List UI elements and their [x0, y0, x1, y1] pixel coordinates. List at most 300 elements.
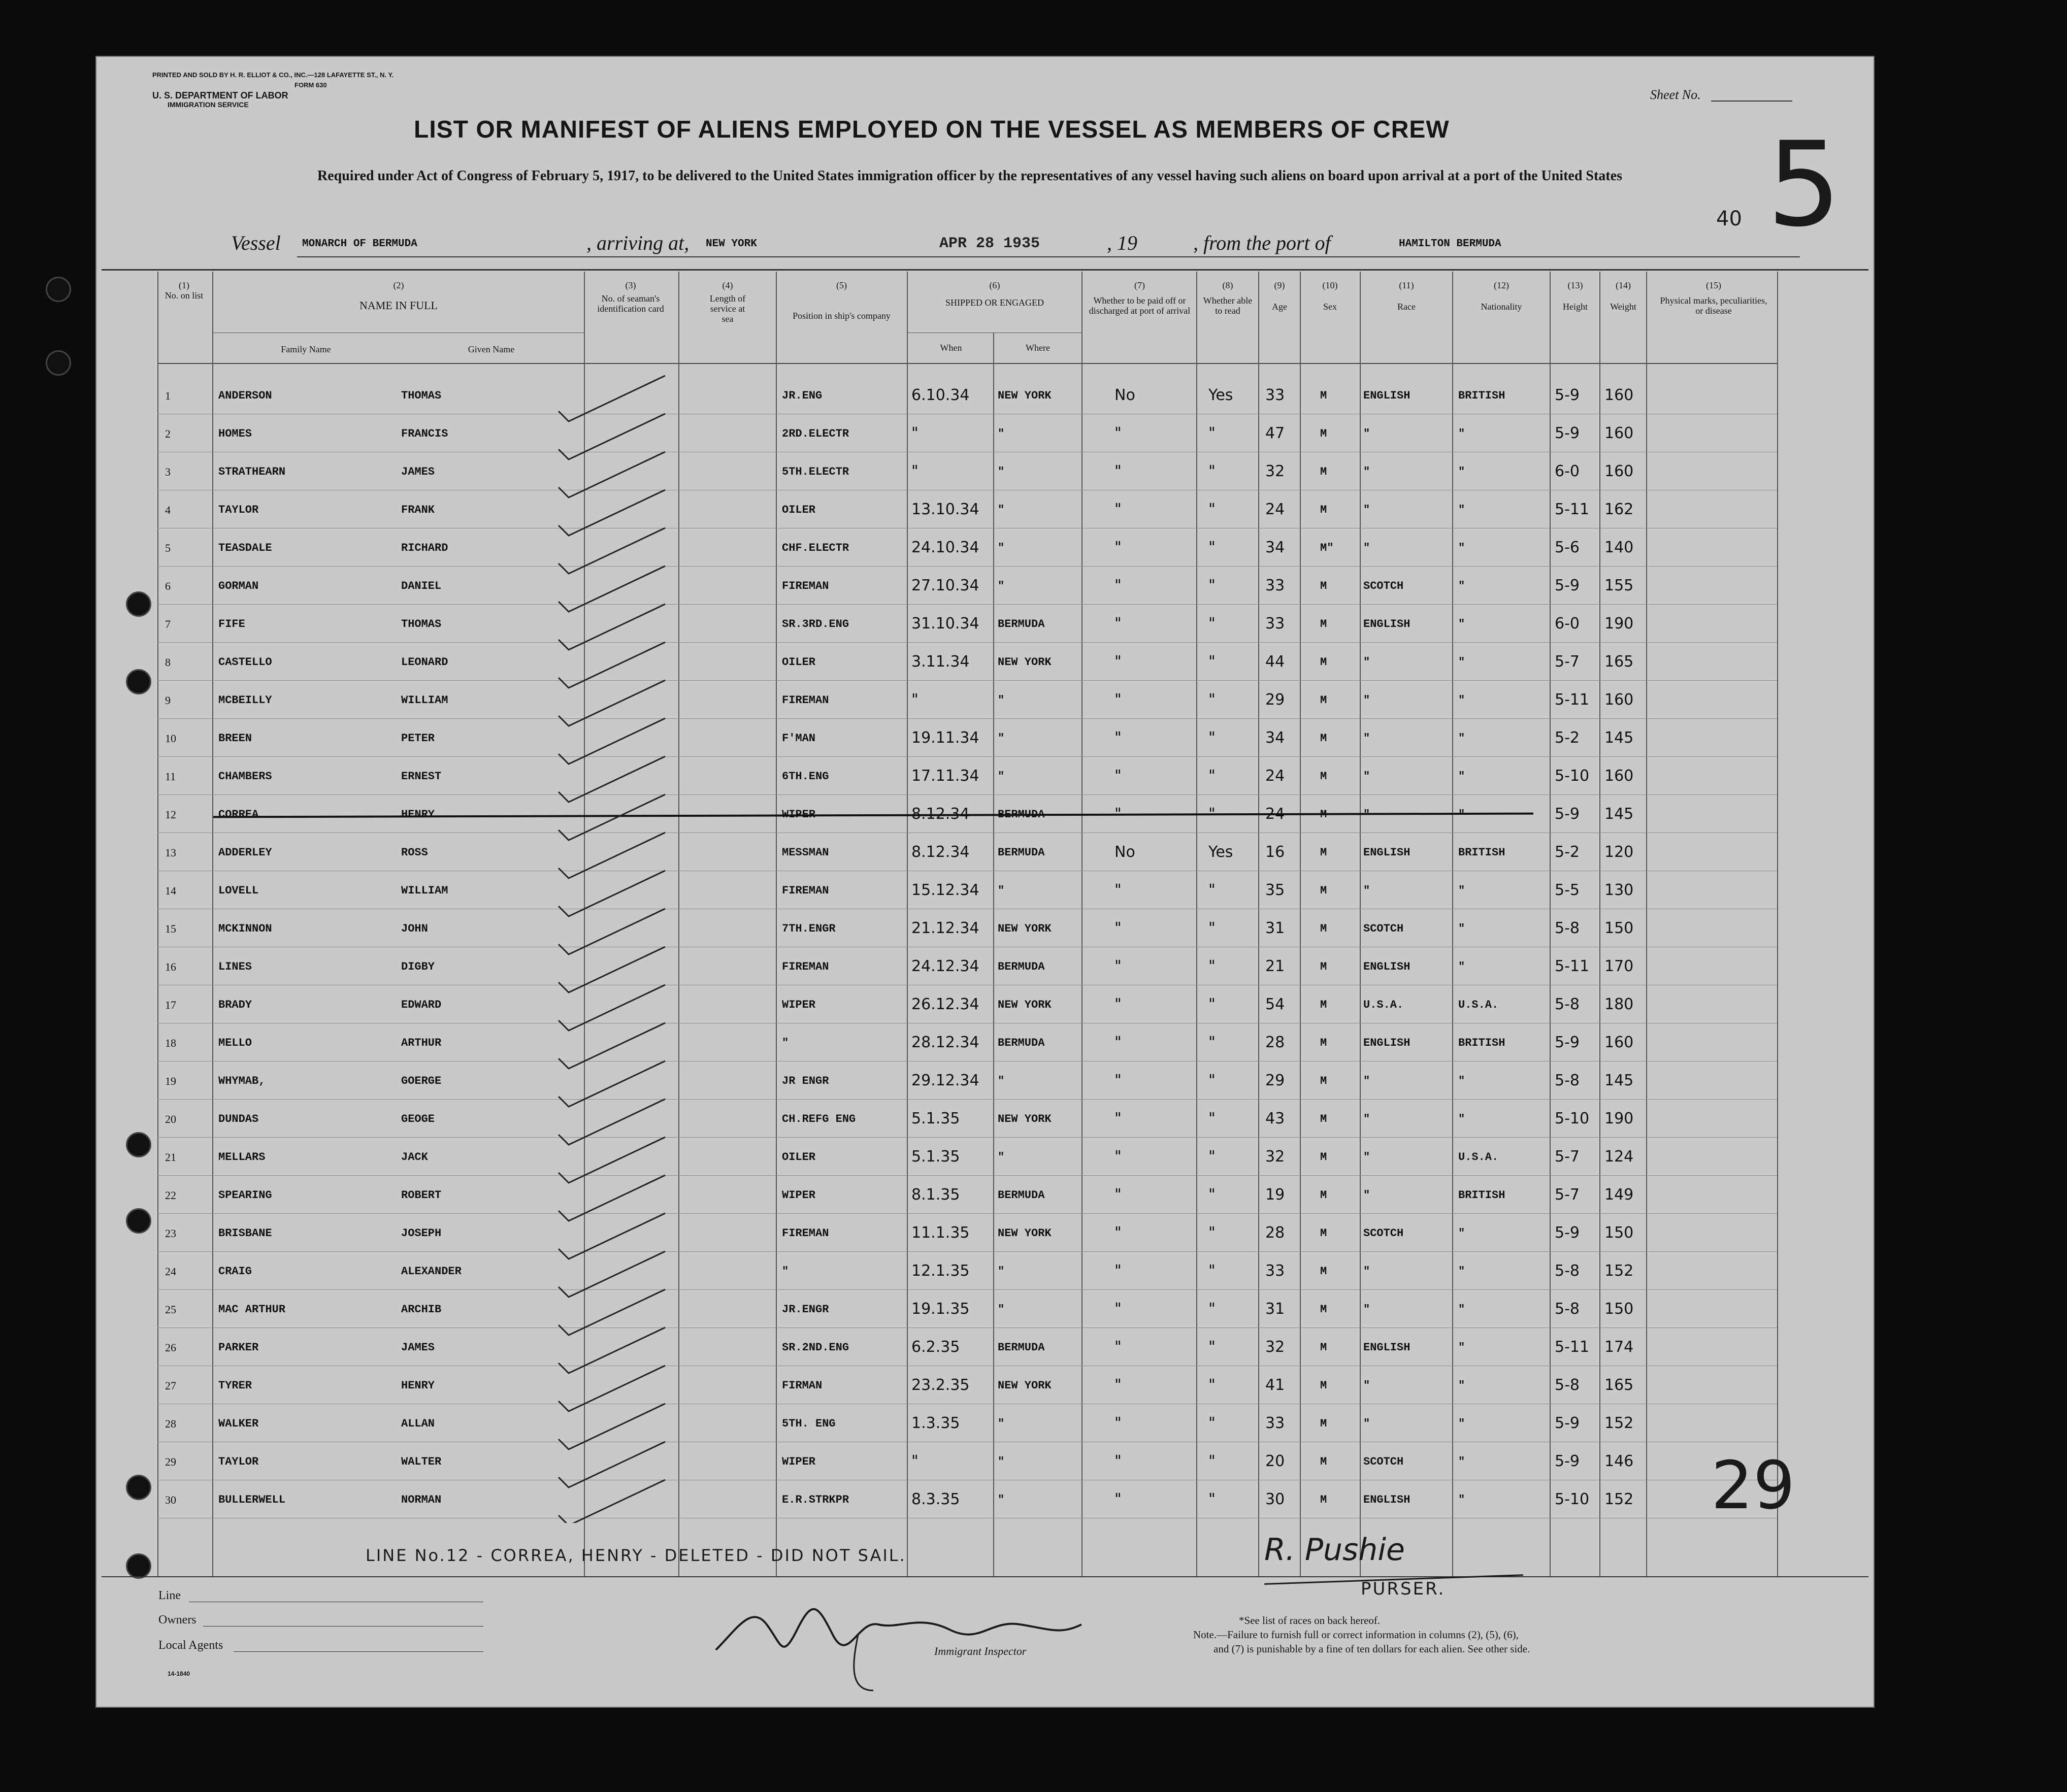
nationality: ": [1458, 1494, 1465, 1506]
race: ": [1363, 770, 1370, 783]
shipped-when: 1.3.35: [911, 1414, 960, 1432]
shipped-where: BERMUDA: [998, 846, 1045, 859]
weight: 130: [1604, 881, 1634, 899]
height: 5-8: [1555, 1376, 1580, 1394]
weight: 150: [1604, 1224, 1634, 1242]
arrival-date-stamp: APR 28 1935: [939, 235, 1040, 252]
row-number: 15: [165, 922, 176, 935]
paid-off: ": [1114, 539, 1122, 556]
given-name: PETER: [401, 732, 435, 745]
paid-off: ": [1114, 1148, 1122, 1166]
given-name: ERNEST: [401, 770, 442, 783]
binder-hole: [126, 1132, 151, 1157]
shipped-when: 8.12.34: [911, 805, 970, 823]
race: SCOTCH: [1363, 1455, 1404, 1468]
sex: M: [1320, 1417, 1327, 1430]
age: 16: [1265, 843, 1285, 861]
able-to-read: ": [1208, 577, 1216, 594]
id-card-checkmark: [559, 1213, 665, 1259]
race: ": [1363, 542, 1370, 554]
position: FIREMAN: [782, 580, 829, 592]
col-5-header: (5) Position in ship's company: [793, 280, 891, 321]
height: 5-10: [1555, 1490, 1590, 1508]
row-number: 6: [165, 580, 171, 592]
family-name: BRISBANE: [218, 1227, 272, 1240]
weight: 174: [1604, 1338, 1634, 1356]
family-name: CASTELLO: [218, 656, 272, 669]
page-count-hand: 40: [1716, 207, 1742, 230]
sex: M": [1320, 542, 1334, 554]
shipped-when: 27.10.34: [911, 577, 979, 594]
given-name: ROBERT: [401, 1189, 442, 1202]
row-rule: [157, 604, 1777, 605]
given-name: JAMES: [401, 466, 435, 478]
shipped-when: ": [911, 691, 918, 709]
shipped-when: 8.3.35: [911, 1490, 960, 1508]
family-name: MCBEILLY: [218, 694, 272, 707]
position: OILER: [782, 656, 816, 669]
id-card-checkmark: [559, 414, 665, 459]
given-name: ROSS: [401, 846, 428, 859]
form-code: 14-1840: [168, 1670, 190, 1677]
line-label: Line: [158, 1589, 181, 1602]
sex: M: [1320, 389, 1327, 402]
able-to-read: ": [1208, 767, 1216, 785]
paid-off: No: [1114, 843, 1135, 861]
row-number: 23: [165, 1227, 176, 1240]
nationality: ": [1458, 1303, 1465, 1316]
id-card-checkmark: [559, 756, 665, 802]
able-to-read: ": [1208, 1224, 1216, 1242]
family-name: TEASDALE: [218, 542, 272, 554]
id-card-checkmark: [559, 1442, 665, 1487]
race: SCOTCH: [1363, 1227, 1404, 1240]
shipped-when: 11.1.35: [911, 1224, 970, 1242]
age: 35: [1265, 881, 1285, 899]
able-to-read: ": [1208, 1376, 1216, 1394]
id-card-checkmark: [559, 1366, 665, 1411]
shipped-where: ": [998, 466, 1005, 478]
height: 5-6: [1555, 539, 1580, 556]
height: 5-11: [1555, 957, 1590, 975]
row-number: 3: [165, 466, 171, 478]
position: OILER: [782, 1151, 816, 1164]
nationality: ": [1458, 542, 1465, 554]
height: 5-10: [1555, 1110, 1590, 1127]
height: 5-7: [1555, 1148, 1580, 1166]
shipped-when: 24.10.34: [911, 539, 979, 556]
weight: 146: [1604, 1452, 1634, 1470]
given-name: ARCHIB: [401, 1303, 442, 1316]
col-6-when-subheader: When: [940, 343, 962, 353]
col-9-header: (9) Age: [1272, 280, 1287, 312]
race: ": [1363, 427, 1370, 440]
age: 31: [1265, 1300, 1285, 1318]
paid-off: ": [1114, 805, 1122, 823]
paid-off: ": [1114, 691, 1122, 709]
family-name: MAC ARTHUR: [218, 1303, 286, 1316]
height: 5-8: [1555, 1072, 1580, 1089]
race: ": [1363, 1075, 1370, 1087]
height: 5-8: [1555, 1262, 1580, 1280]
nationality: ": [1458, 1341, 1465, 1354]
shipped-where: NEW YORK: [998, 1227, 1052, 1240]
family-name: GORMAN: [218, 580, 259, 592]
race: ": [1363, 1151, 1370, 1164]
race: ": [1363, 884, 1370, 897]
family-name: ANDERSON: [218, 389, 272, 402]
shipped-when: 21.12.34: [911, 919, 979, 937]
row-number: 7: [165, 618, 171, 630]
age: 32: [1265, 1148, 1285, 1166]
nationality: ": [1458, 427, 1465, 440]
family-name: HOMES: [218, 427, 252, 440]
row-number: 1: [165, 389, 171, 402]
shipped-when: 28.12.34: [911, 1034, 979, 1051]
row-number: 2: [165, 427, 171, 440]
race: ENGLISH: [1363, 1037, 1410, 1049]
age: 29: [1265, 1072, 1285, 1089]
from-port-label: , from the port of: [1193, 231, 1331, 254]
able-to-read: ": [1208, 539, 1216, 556]
height: 5-8: [1555, 1300, 1580, 1318]
weight: 140: [1604, 539, 1634, 556]
weight: 190: [1604, 1110, 1634, 1127]
shipped-where: BERMUDA: [998, 960, 1045, 973]
col-rule: [1550, 272, 1551, 1576]
age: 32: [1265, 1338, 1285, 1356]
shipped-when: ": [911, 1452, 918, 1470]
col-rule: [1300, 272, 1301, 1576]
family-name: BRADY: [218, 999, 252, 1011]
sex: M: [1320, 427, 1327, 440]
family-name: CRAIG: [218, 1265, 252, 1278]
nationality: ": [1458, 618, 1465, 630]
row-number: 20: [165, 1113, 176, 1125]
shipped-where: BERMUDA: [998, 808, 1045, 821]
vessel-label: Vessel: [231, 231, 281, 254]
shipped-where: ": [998, 542, 1005, 554]
shipped-where: NEW YORK: [998, 389, 1052, 402]
row-number: 21: [165, 1151, 176, 1164]
given-name: JOHN: [401, 922, 428, 935]
sex: M: [1320, 960, 1327, 973]
id-card-checkmark: [559, 376, 665, 421]
able-to-read: Yes: [1208, 843, 1233, 861]
given-name: WILLIAM: [401, 884, 448, 897]
manifest-title: LIST OR MANIFEST OF ALIENS EMPLOYED ON THE VESSEL AS MEMBERS OF CREW: [414, 116, 1450, 143]
height: 5-7: [1555, 1186, 1580, 1204]
shipped-when: 17.11.34: [911, 767, 979, 785]
age: 43: [1265, 1110, 1285, 1127]
height: 5-9: [1555, 1034, 1580, 1051]
position: ": [782, 1265, 789, 1278]
weight: 170: [1604, 957, 1634, 975]
row-number: 8: [165, 656, 171, 669]
vessel-underline: [297, 256, 1800, 257]
able-to-read: ": [1208, 1186, 1216, 1204]
paid-off: ": [1114, 1262, 1122, 1280]
sex: M: [1320, 999, 1327, 1011]
sex: M: [1320, 618, 1327, 630]
able-to-read: ": [1208, 424, 1216, 442]
weight: 145: [1604, 1072, 1634, 1089]
race: ": [1363, 1417, 1370, 1430]
nationality: ": [1458, 922, 1465, 935]
family-name: MELLARS: [218, 1151, 266, 1164]
weight: 160: [1604, 767, 1634, 785]
row-number: 29: [165, 1455, 176, 1468]
sex: M: [1320, 770, 1327, 783]
race: ": [1363, 1303, 1370, 1316]
row-number: 16: [165, 960, 176, 973]
manifest-subtitle: Required under Act of Congress of February 5, 1917, to be delivered to the United States immigration officer by the representatives of any vessel having such aliens on board upon arrival at a port of the United States: [317, 168, 1622, 184]
sex: M: [1320, 504, 1327, 516]
col-rule: [1196, 272, 1197, 1576]
paid-off: ": [1114, 424, 1122, 442]
given-name: EDWARD: [401, 999, 442, 1011]
col-rule: [776, 272, 777, 1576]
family-name: PARKER: [218, 1341, 259, 1354]
paid-off: ": [1114, 501, 1122, 518]
paid-off: ": [1114, 881, 1122, 899]
paid-off: ": [1114, 1490, 1122, 1508]
col-1-header: (1) No. on list: [165, 280, 204, 301]
nationality: ": [1458, 770, 1465, 783]
family-name: MCKINNON: [218, 922, 272, 935]
nationality: ": [1458, 884, 1465, 897]
family-name: TAYLOR: [218, 1455, 259, 1468]
id-card-checkmark: [559, 1328, 665, 1373]
height: 5-11: [1555, 691, 1590, 709]
shipped-where: BERMUDA: [998, 1189, 1045, 1202]
row-rule: [157, 1137, 1777, 1138]
shipped-when: 31.10.34: [911, 615, 979, 633]
sex: M: [1320, 1303, 1327, 1316]
position: 6TH.ENG: [782, 770, 829, 783]
from-port: HAMILTON BERMUDA: [1399, 238, 1501, 250]
family-name: BULLERWELL: [218, 1494, 286, 1506]
sex: M: [1320, 1113, 1327, 1125]
col-rule: [1777, 272, 1778, 1576]
penalty-note-2: and (7) is punishable by a fine of ten dollars for each alien. See other side.: [1213, 1643, 1530, 1655]
arriving-label: , arriving at,: [586, 231, 690, 254]
shipped-where: NEW YORK: [998, 656, 1052, 669]
row-number: 18: [165, 1037, 176, 1049]
race: SCOTCH: [1363, 580, 1404, 592]
shipped-when: 6.10.34: [911, 386, 970, 404]
paid-off: ": [1114, 729, 1122, 747]
race: ": [1363, 1113, 1370, 1125]
weight: 160: [1604, 691, 1634, 709]
shipped-where: ": [998, 1303, 1005, 1316]
year-label: , 19: [1107, 231, 1137, 254]
col-rule: [1452, 272, 1453, 1576]
given-name: NORMAN: [401, 1494, 442, 1506]
nationality: ": [1458, 1265, 1465, 1278]
purser-label: PURSER.: [1361, 1579, 1446, 1599]
shipped-when: 26.12.34: [911, 995, 979, 1013]
able-to-read: Yes: [1208, 386, 1233, 404]
row-number: 28: [165, 1417, 176, 1430]
col-rule: [1258, 272, 1259, 1576]
able-to-read: ": [1208, 501, 1216, 518]
given-name: JOSEPH: [401, 1227, 442, 1240]
age: 28: [1265, 1224, 1285, 1242]
table-top-rule: [102, 269, 1868, 271]
row-rule: [157, 566, 1777, 567]
weight: 120: [1604, 843, 1634, 861]
shipped-when: 12.1.35: [911, 1262, 970, 1280]
height: 5-9: [1555, 424, 1580, 442]
col-6-header: (6) SHIPPED OR ENGAGED: [945, 280, 1044, 308]
nationality: ": [1458, 1455, 1465, 1468]
binder-hole: [46, 350, 71, 376]
printer-line: PRINTED AND SOLD BY H. R. ELLIOT & CO., INC.—128 LAFAYETTE ST., N. Y.: [152, 71, 394, 79]
position: WIPER: [782, 808, 816, 821]
age: 24: [1265, 767, 1285, 785]
nationality: ": [1458, 960, 1465, 973]
able-to-read: ": [1208, 1338, 1216, 1356]
binder-hole: [126, 1208, 151, 1234]
shipped-where: ": [998, 504, 1005, 516]
height: 5-9: [1555, 386, 1580, 404]
height: 5-5: [1555, 881, 1580, 899]
race: ": [1363, 1189, 1370, 1202]
row-number: 19: [165, 1075, 176, 1087]
age: 33: [1265, 577, 1285, 594]
weight: 160: [1604, 462, 1634, 480]
race: ": [1363, 808, 1370, 821]
col-rule: [1646, 272, 1647, 1576]
position: JR.ENG: [782, 389, 823, 402]
height: 5-9: [1555, 1224, 1580, 1242]
height: 5-9: [1555, 805, 1580, 823]
row-rule: [157, 1099, 1777, 1100]
given-name: ARTHUR: [401, 1037, 442, 1049]
height: 6-0: [1555, 462, 1580, 480]
paid-off: ": [1114, 1376, 1122, 1394]
shipped-where: BERMUDA: [998, 1341, 1045, 1354]
age: 54: [1265, 995, 1285, 1013]
given-name: DANIEL: [401, 580, 442, 592]
nationality: BRITISH: [1458, 389, 1505, 402]
nationality: BRITISH: [1458, 1037, 1505, 1049]
id-card-checkmark: [559, 1137, 665, 1183]
weight: 152: [1604, 1414, 1634, 1432]
age: 24: [1265, 805, 1285, 823]
position: FIREMAN: [782, 884, 829, 897]
weight: 150: [1604, 1300, 1634, 1318]
able-to-read: ": [1208, 1452, 1216, 1470]
given-name: THOMAS: [401, 618, 442, 630]
paid-off: ": [1114, 1072, 1122, 1089]
id-card-checkmark: [559, 528, 665, 574]
weight: 150: [1604, 919, 1634, 937]
age: 33: [1265, 1414, 1285, 1432]
able-to-read: ": [1208, 919, 1216, 937]
binder-hole: [126, 1475, 151, 1500]
id-card-checkmark: [559, 833, 665, 878]
nationality: BRITISH: [1458, 1189, 1505, 1202]
nationality: ": [1458, 1113, 1465, 1125]
col-7-header: (7) Whether to be paid off or discharged at port of arrival: [1089, 280, 1191, 316]
sex: M: [1320, 808, 1327, 821]
paid-off: ": [1114, 653, 1122, 671]
position: OILER: [782, 504, 816, 516]
able-to-read: ": [1208, 691, 1216, 709]
race: ": [1363, 1379, 1370, 1392]
id-card-checkmark: [559, 1023, 665, 1069]
position: F'MAN: [782, 732, 816, 745]
sex: M: [1320, 732, 1327, 745]
position: MESSMAN: [782, 846, 829, 859]
weight: 165: [1604, 653, 1634, 671]
weight: 190: [1604, 615, 1634, 633]
height: 5-9: [1555, 1452, 1580, 1470]
given-name: HENRY: [401, 808, 435, 821]
sex: M: [1320, 1189, 1327, 1202]
paid-off: ": [1114, 615, 1122, 633]
paid-off: ": [1114, 767, 1122, 785]
id-card-checkmark: [559, 947, 665, 992]
nationality: U.S.A.: [1458, 1151, 1499, 1164]
nationality: ": [1458, 580, 1465, 592]
family-name: CORREA: [218, 808, 259, 821]
race: ": [1363, 694, 1370, 707]
row-rule: [157, 1289, 1777, 1290]
shipped-when: ": [911, 424, 918, 442]
row-number: 10: [165, 732, 176, 745]
purser-signature: R. Pushie: [1264, 1532, 1405, 1568]
given-name: FRANCIS: [401, 427, 448, 440]
weight: 152: [1604, 1490, 1634, 1508]
age: 19: [1265, 1186, 1285, 1204]
able-to-read: ": [1208, 1490, 1216, 1508]
height: 5-9: [1555, 1414, 1580, 1432]
row-rule: [157, 794, 1777, 795]
sex: M: [1320, 1037, 1327, 1049]
shipped-where: ": [998, 1455, 1005, 1468]
shipped-where: ": [998, 694, 1005, 707]
family-name: MELLO: [218, 1037, 252, 1049]
age: 21: [1265, 957, 1285, 975]
id-card-checkmark: [559, 1251, 665, 1297]
col-6-where-subheader: Where: [1026, 343, 1050, 353]
nationality: ": [1458, 466, 1465, 478]
able-to-read: ": [1208, 653, 1216, 671]
position: 5TH.ELECTR: [782, 466, 849, 478]
family-name: TYRER: [218, 1379, 252, 1392]
col-rule: [1599, 272, 1600, 1576]
row-number: 5: [165, 542, 171, 554]
position: CH.REFG ENG: [782, 1113, 856, 1125]
position: FIREMAN: [782, 1227, 829, 1240]
family-name: STRATHEARN: [218, 466, 286, 478]
nationality: ": [1458, 1227, 1465, 1240]
col-2-given-subheader: Given Name: [468, 344, 515, 354]
height: 5-7: [1555, 653, 1580, 671]
position: CHF.ELECTR: [782, 542, 849, 554]
sheet-number-label: Sheet No.: [1650, 87, 1701, 102]
col-2-header: (2) NAME IN FULL: [359, 280, 438, 312]
row-rule: [157, 1251, 1777, 1252]
position: FIRMAN: [782, 1379, 823, 1392]
height: 6-0: [1555, 615, 1580, 633]
col-rule: [993, 333, 994, 1576]
shipped-when: 23.2.35: [911, 1376, 970, 1394]
family-name: TAYLOR: [218, 504, 259, 516]
